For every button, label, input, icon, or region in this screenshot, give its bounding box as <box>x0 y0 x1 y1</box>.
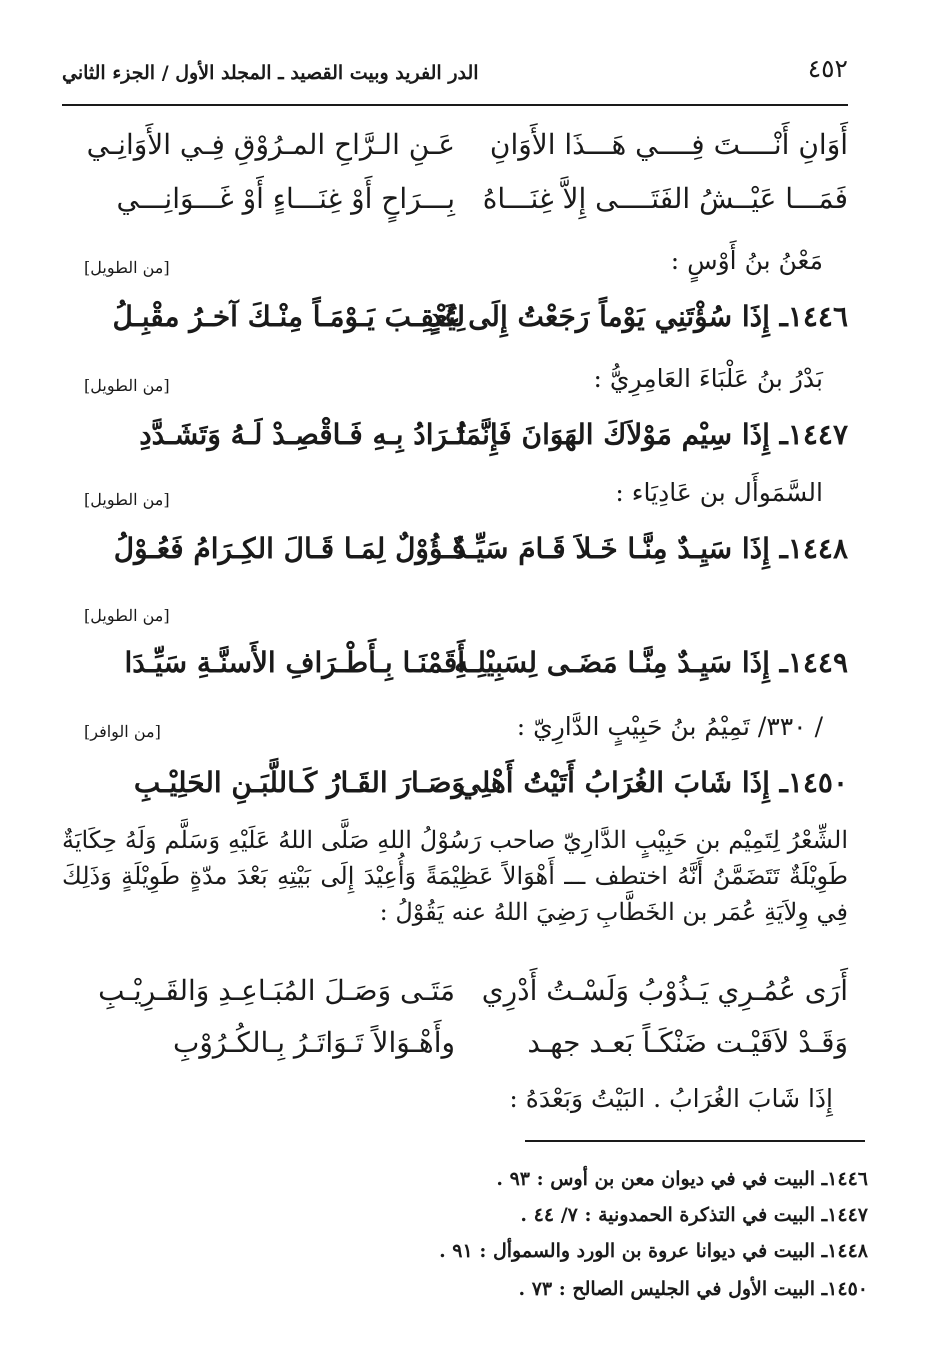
verse-hemistich-right: فَمَـــا عَيْــشُ الفَتَــــى إِلاَّ غِنَـــاهُ <box>482 182 848 215</box>
verse-hemistich-left: قَـؤُوْلٌ لِمَـا قَـالَ الكِـرَامُ فَعُـوْلُ <box>113 532 465 565</box>
poet-name: مَعْنُ بنُ أَوْسٍ : <box>670 246 823 275</box>
verse-hemistich-left: وَصَـارَ القَـارُ كَـاللَّبَـنِ الحَلِيْـبِ <box>133 766 465 799</box>
footnote-rule <box>525 1140 865 1142</box>
verse-hemistich-right: ١٤٤٧ـ إِذَا سِيْم مَوْلاَكَ الهَوَانَ فَإِنَّمَا <box>457 418 848 451</box>
poet-name: بَدْرُ بنُ عَلْبَاءَ العَامِرِيُّ : <box>593 364 823 393</box>
verse-hemistich-left: وأَهْـوَالاً تَـوَاتَـرُ بِـالكُـرُوْبِ <box>172 1026 455 1059</box>
footnote: ١٤٤٦ـ البيت في في ديوان معن بن أوس : ٩٣ . <box>496 1168 868 1190</box>
verse-hemistich-left: عَـنِ الـرَّاحِ المـرُوْقِ فِـي الأَوَانِـي <box>86 128 455 161</box>
verse-hemistich-right: ١٤٤٨ـ إِذَا سَيِـدٌ مِنَّـا خَـلاَ قَـامَ سَيِّـدٌ <box>453 532 848 565</box>
meter-label: [من الوافر] <box>84 722 161 741</box>
footnote: ١٤٥٠ـ البيت الأول في الجليس الصالح : ٧٣ . <box>518 1278 868 1300</box>
verse-hemistich-right: أَوَانِ أَنْــــتَ فِــــي هَـــذَا الأَوَانِ <box>489 128 848 161</box>
poet-name: / ٣٣٠/ تَمِيْمُ بنُ حَبِيْبٍ الدَّارِيّ : <box>516 712 823 741</box>
meter-label: [من الطويل] <box>84 606 170 625</box>
running-title: الدر الفريد وبيت القصيد ـ المجلد الأول / الجزء الثاني <box>62 62 479 84</box>
verse-hemistich-left: تُـرَادُ بِـهِ فَـاقْصِـدْ لَـهُ وَتَشَـدَّدِ <box>139 418 465 451</box>
verse-hemistich-left: أَقَمْنَـا بِـأَطْـرَافِ الأَسنَّـةِ سَيِّـدَا <box>124 646 465 679</box>
header-rule <box>62 104 848 106</box>
footnote: ١٤٤٨ـ البيت في ديوانا عروة بن الورد والسموأل : ٩١ . <box>439 1240 868 1262</box>
commentary-paragraph: الشِّعْرُ لِتَمِيْم بن حَبِيْبٍ الدَّارِيّ صاحب رَسُوْلُ اللهِ صَلَّى اللهُ عَلَيْهِ وَسَلَّم وَلَهُ حِكَايَةٌ طَوِيْلَةٌ تَتَضَمَّنُ أَنَّهُ اختطف ـــ أَهْوَالاً عَظِيْمَةً وَأُعِيْدَ إِلَى بَيْتِهِ بَعْدَ مدّةٍ طَوِيْلَةٍ وَذَلِكَ فِي وِلاَيَةِ عُمَر بن الخَطَّابِ رَضِيَ اللهُ عنه يَقُوْلُ : <box>62 826 848 926</box>
meter-label: [من الطويل] <box>84 490 170 509</box>
page-number: ٤٥٢ <box>807 54 848 83</box>
meter-label: [من الطويل] <box>84 258 170 277</box>
verse-hemistich-left: مَتَـى وَصَـلَ المُبَـاعِـدِ وَالقَـرِيْـبِ <box>98 974 455 1007</box>
verse-hemistich-left: بِـــرَاحٍ أَوْ غِنَـــاءٍ أَوْ غَـــوَانِـــي <box>116 182 455 215</box>
verse-hemistich-right: أَرَى عُمُـرِي يَـذُوْبُ وَلَسْـتُ أَدْرِي <box>481 974 848 1007</box>
meter-label: [من الطويل] <box>84 376 170 395</box>
verse-hemistich-left: لِيُعْقِـبَ يَـوْمَـاً مِنْـكَ آخـرُ مقْبِـلُ <box>112 300 465 333</box>
closing-line: إِذَا شَابَ الغُرَابُ . البَيْتُ وَبَعْدَهُ : <box>509 1084 833 1113</box>
verse-hemistich-right: وَقَـدْ لاَقَيْـت ضَنْكَـاً بَعـد جهـد <box>527 1026 848 1059</box>
verse-hemistich-right: ١٤٥٠ـ إِذَا شَابَ الغُرَابُ أَتَيْتُ أَهْلِي <box>458 766 848 799</box>
footnote: ١٤٤٧ـ البيت في التذكرة الحمدونية : ٧/ ٤٤ . <box>520 1204 868 1226</box>
verse-hemistich-right: ١٤٤٦ـ إِذَا سُؤْتَنِي يَوْماً رَجَعْتُ إِلَى غَدٍ <box>429 300 848 333</box>
poet-name: السَّمَوأَل بن عَادِيَاء : <box>615 478 823 507</box>
verse-hemistich-right: ١٤٤٩ـ إِذَا سَيِـدٌ مِنَّـا مَضَـى لِسَبِيْلِـهِ <box>454 646 848 679</box>
